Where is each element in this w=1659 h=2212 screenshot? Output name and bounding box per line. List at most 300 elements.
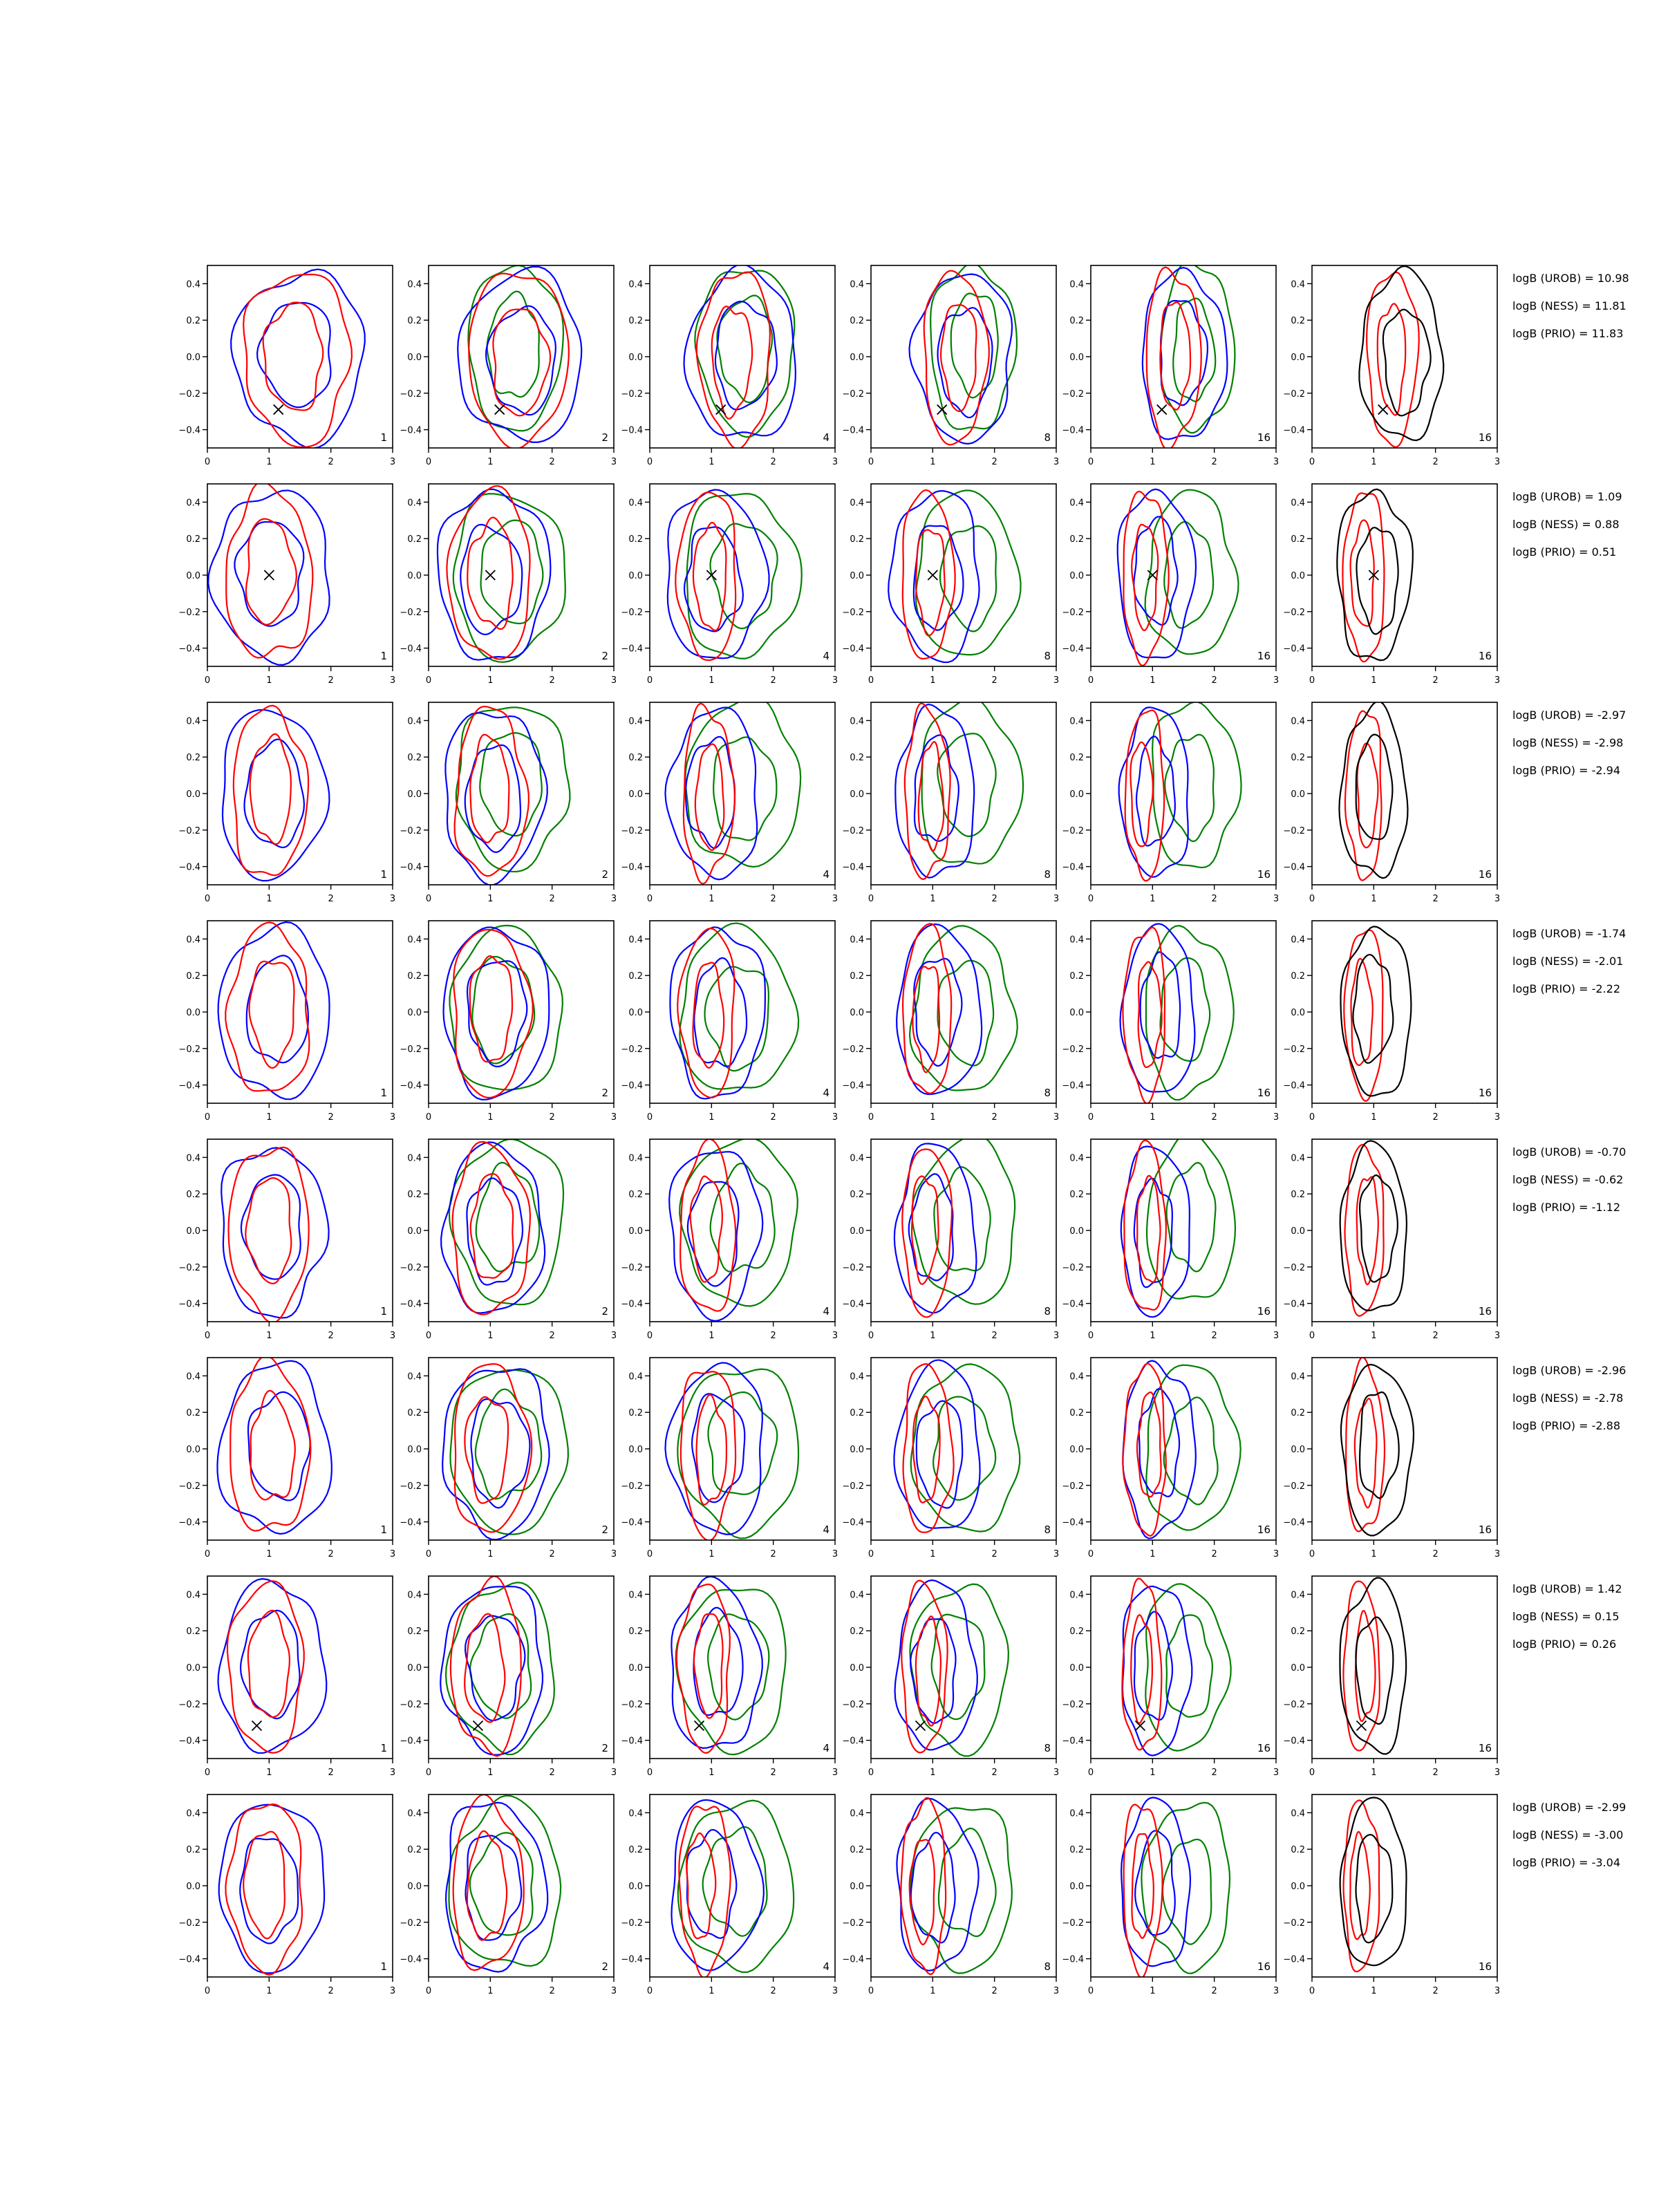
x-tick-label: 1 (266, 675, 272, 686)
panel-r5-c2 (400, 1139, 617, 1341)
green-outer-contour (1145, 490, 1239, 655)
y-tick-label: 0.2 (1291, 534, 1305, 545)
x-tick-label: 2 (1211, 1331, 1217, 1341)
contour-group (1340, 1577, 1406, 1754)
x-tick-label: 1 (1150, 457, 1156, 467)
panel-r2-c3 (621, 484, 838, 686)
green-inner-contour (933, 1397, 995, 1500)
panel-r1-c1 (178, 265, 395, 467)
x-tick-label: 2 (328, 675, 334, 686)
x-tick-label: 3 (832, 1986, 838, 1996)
y-tick-label: −0.4 (400, 1517, 422, 1528)
y-tick-label: 0.2 (850, 534, 864, 545)
panel-r8-c1 (178, 1794, 395, 1996)
y-tick-label: −0.2 (842, 1699, 864, 1710)
y-tick-label: −0.4 (1283, 1299, 1305, 1310)
contour-group (440, 1576, 554, 1756)
x-tick-label: 0 (425, 894, 432, 904)
x-tick-label: 0 (204, 1549, 211, 1559)
y-tick-label: 0.0 (850, 1445, 864, 1455)
contour-group (909, 263, 1016, 445)
y-tick-label: 0.0 (850, 353, 864, 363)
x-tick-label: 0 (868, 1112, 874, 1123)
y-tick-label: −0.4 (842, 1299, 864, 1310)
contour-group (1119, 702, 1241, 881)
y-tick-label: 0.0 (407, 789, 422, 800)
contour-group (231, 270, 365, 449)
y-tick-label: −0.4 (621, 862, 643, 873)
y-tick-label: −0.2 (178, 1481, 200, 1492)
x-tick-label: 3 (832, 675, 838, 686)
panel-number-label: 16 (1257, 431, 1271, 444)
y-tick-label: −0.4 (842, 1517, 864, 1528)
x-tick-label: 2 (328, 1331, 334, 1341)
y-tick-label: 0.2 (407, 971, 422, 982)
x-tick-label: 2 (991, 1986, 997, 1996)
green-inner-contour (1166, 1615, 1212, 1716)
x-tick-label: 3 (610, 1768, 617, 1778)
y-tick-label: 0.2 (1069, 316, 1084, 327)
x-tick-label: 0 (1309, 1768, 1315, 1778)
blue-inner-contour (248, 1392, 310, 1501)
y-tick-label: 0.0 (186, 789, 200, 800)
blue-inner-contour (234, 522, 303, 626)
y-tick-label: 0.2 (407, 534, 422, 545)
y-tick-label: 0.0 (186, 571, 200, 581)
y-tick-label: −0.2 (842, 825, 864, 836)
green-inner-contour (710, 524, 777, 629)
y-tick-label: 0.0 (850, 789, 864, 800)
y-tick-label: −0.4 (400, 425, 422, 436)
x-tick-label: 0 (646, 1549, 653, 1559)
axes-frame (871, 1576, 1056, 1759)
contour-group (446, 1794, 561, 1972)
true-value-marker (252, 1721, 261, 1730)
y-tick-label: 0.2 (186, 316, 200, 327)
y-tick-label: −0.4 (1062, 644, 1084, 655)
y-tick-label: 0.0 (628, 789, 643, 800)
y-tick-label: 0.4 (407, 1371, 422, 1382)
x-tick-label: 1 (709, 1986, 715, 1996)
panel-r4-c1 (178, 921, 395, 1123)
panel-r6-c4 (842, 1358, 1059, 1559)
x-tick-label: 3 (1273, 1986, 1280, 1996)
panel-r5-c1 (178, 1139, 395, 1341)
panel-r1-c3 (621, 264, 838, 467)
x-tick-label: 1 (1371, 894, 1377, 904)
panel-r3-c4 (842, 698, 1059, 904)
contour-group (441, 1139, 563, 1315)
axes-frame (871, 1358, 1056, 1540)
panel-number-label: 16 (1478, 1960, 1492, 1973)
red-outer-contour (455, 1364, 532, 1532)
logb-annotation: logB (NESS) = -3.00 (1512, 1828, 1624, 1841)
y-tick-label: −0.2 (842, 1262, 864, 1273)
panel-r7-c6 (1283, 1576, 1500, 1778)
y-tick-label: −0.2 (842, 1481, 864, 1492)
contour-group (1340, 1141, 1407, 1315)
red-outer-contour (451, 1576, 521, 1756)
y-tick-label: 0.4 (407, 1590, 422, 1601)
panel-r6-c1 (178, 1356, 395, 1559)
y-tick-label: −0.4 (1062, 1080, 1084, 1091)
panel-number-label: 16 (1257, 1524, 1271, 1536)
x-tick-label: 0 (646, 1768, 653, 1778)
x-tick-label: 1 (487, 1112, 494, 1123)
x-tick-label: 0 (425, 1112, 432, 1123)
green-outer-contour (1141, 1803, 1230, 1974)
panel-r6-c3 (621, 1358, 838, 1559)
panel-number-label: 4 (823, 650, 830, 662)
x-tick-label: 0 (425, 1986, 432, 1996)
x-tick-label: 2 (770, 1112, 776, 1123)
panel-r3-c3 (621, 697, 838, 904)
y-tick-label: 0.2 (628, 971, 643, 982)
contour-group (668, 490, 802, 661)
x-tick-label: 3 (389, 1331, 396, 1341)
y-tick-label: 0.4 (1291, 1590, 1305, 1601)
y-tick-label: 0.4 (1291, 1808, 1305, 1819)
y-tick-label: 0.0 (1069, 1008, 1084, 1018)
x-tick-label: 2 (770, 1331, 776, 1341)
x-tick-label: 2 (328, 1549, 334, 1559)
y-tick-label: −0.4 (178, 1954, 200, 1965)
red-inner-contour (248, 1611, 290, 1717)
x-tick-label: 0 (646, 894, 653, 904)
red-outer-contour (1344, 1800, 1380, 1971)
green-inner-contour (1160, 958, 1210, 1061)
panel-r8-c3 (621, 1794, 838, 1996)
x-tick-label: 1 (1371, 1986, 1377, 1996)
y-tick-label: −0.4 (842, 1736, 864, 1747)
axes-frame (1312, 1358, 1497, 1540)
red-inner-contour (470, 735, 509, 843)
green-outer-contour (449, 1796, 561, 1966)
y-tick-label: −0.2 (1062, 607, 1084, 618)
contour-group (444, 926, 563, 1100)
green-outer-contour (910, 1808, 1012, 1974)
x-tick-label: 2 (549, 1986, 555, 1996)
x-tick-label: 3 (1053, 1331, 1060, 1341)
x-tick-label: 1 (1371, 675, 1377, 686)
panel-number-label: 4 (823, 868, 830, 881)
y-tick-label: 0.0 (186, 1008, 200, 1018)
x-tick-label: 2 (1211, 1986, 1217, 1996)
x-tick-label: 1 (266, 1768, 272, 1778)
x-tick-label: 2 (1432, 1549, 1438, 1559)
blue-outer-contour (684, 264, 795, 435)
red-outer-contour (1124, 1805, 1163, 1978)
x-tick-label: 0 (1309, 1549, 1315, 1559)
x-tick-label: 0 (646, 675, 653, 686)
y-tick-label: 0.2 (186, 971, 200, 982)
y-tick-label: 0.4 (186, 279, 200, 290)
panel-r4-c4 (842, 921, 1059, 1123)
y-tick-label: −0.2 (1283, 1699, 1305, 1710)
x-tick-label: 0 (1087, 457, 1094, 467)
blue-outer-contour (218, 1579, 327, 1753)
y-tick-label: −0.4 (178, 862, 200, 873)
y-tick-label: −0.4 (1062, 1299, 1084, 1310)
x-tick-label: 3 (610, 1986, 617, 1996)
x-tick-label: 1 (709, 457, 715, 467)
panel-number-label: 1 (380, 1305, 387, 1318)
y-tick-label: −0.2 (178, 1918, 200, 1929)
blue-inner-contour (465, 1615, 525, 1721)
contour-group (1340, 1797, 1407, 1971)
panel-number-label: 2 (601, 1305, 608, 1318)
y-tick-label: −0.4 (842, 1080, 864, 1091)
y-tick-label: −0.4 (621, 1736, 643, 1747)
panel-r2-c1 (178, 482, 395, 686)
y-tick-label: 0.2 (628, 753, 643, 764)
y-tick-label: 0.2 (1069, 753, 1084, 764)
x-tick-label: 2 (549, 1768, 555, 1778)
x-tick-label: 3 (1494, 1331, 1501, 1341)
x-tick-label: 3 (1053, 1549, 1060, 1559)
y-tick-label: −0.2 (1062, 1481, 1084, 1492)
contour-group (670, 924, 798, 1099)
x-tick-label: 1 (930, 1768, 936, 1778)
y-tick-label: 0.0 (186, 1445, 200, 1455)
true-value-marker (915, 1721, 925, 1730)
contour-group (1359, 266, 1443, 447)
contour-group (1121, 1132, 1235, 1317)
green-outer-contour (453, 494, 565, 662)
x-tick-label: 0 (204, 1768, 211, 1778)
y-tick-label: 0.2 (850, 1408, 864, 1419)
contour-group (218, 1579, 327, 1753)
y-tick-label: 0.0 (628, 571, 643, 581)
panel-r8-c4 (842, 1794, 1059, 1996)
y-tick-label: 0.2 (628, 1408, 643, 1419)
y-tick-label: 0.0 (1069, 789, 1084, 800)
true-value-marker (485, 570, 495, 580)
x-tick-label: 1 (930, 1331, 936, 1341)
x-tick-label: 3 (1273, 1112, 1280, 1123)
green-outer-contour (679, 924, 798, 1089)
y-tick-label: 0.2 (628, 534, 643, 545)
x-tick-label: 0 (425, 675, 432, 686)
x-tick-label: 0 (1087, 1549, 1094, 1559)
y-tick-label: 0.4 (628, 1371, 643, 1382)
logb-annotation: logB (UROB) = -2.96 (1512, 1364, 1627, 1377)
x-tick-label: 0 (425, 1549, 432, 1559)
x-tick-label: 1 (266, 894, 272, 904)
x-tick-label: 2 (549, 675, 555, 686)
y-tick-label: −0.2 (842, 1044, 864, 1055)
logb-annotation: logB (NESS) = -2.78 (1512, 1391, 1624, 1405)
y-tick-label: 0.4 (850, 716, 864, 727)
panel-r2-c5 (1062, 484, 1279, 686)
contour-group (219, 1804, 324, 1975)
y-tick-label: 0.0 (1291, 1882, 1305, 1892)
blue-inner-contour (241, 1174, 301, 1279)
green-inner-contour (1165, 735, 1214, 841)
blue-inner-contour (257, 303, 330, 407)
green-inner-contour (937, 961, 993, 1066)
panel-r4-c6 (1283, 921, 1500, 1123)
x-tick-label: 2 (770, 675, 776, 686)
green-inner-contour (711, 1163, 775, 1271)
panel-number-label: 16 (1257, 1960, 1271, 1973)
contour-group (221, 1147, 328, 1323)
contour-group (217, 1356, 331, 1534)
y-tick-label: −0.2 (178, 825, 200, 836)
y-tick-label: 0.2 (407, 316, 422, 327)
y-tick-label: 0.0 (628, 353, 643, 363)
x-tick-label: 0 (868, 675, 874, 686)
contour-group (894, 1134, 1015, 1317)
x-tick-label: 2 (770, 894, 776, 904)
axes-frame (207, 1358, 393, 1540)
x-tick-label: 2 (549, 894, 555, 904)
y-tick-label: 0.2 (407, 1190, 422, 1201)
logb-annotation: logB (UROB) = -2.97 (1512, 709, 1627, 722)
y-tick-label: 0.0 (1291, 789, 1305, 800)
contour-group (1339, 702, 1407, 881)
logb-annotation: logB (UROB) = -1.74 (1512, 927, 1627, 940)
y-tick-label: −0.4 (178, 1080, 200, 1091)
x-tick-label: 0 (1087, 1768, 1094, 1778)
y-tick-label: −0.2 (621, 388, 643, 400)
y-tick-label: −0.2 (842, 1918, 864, 1929)
y-tick-label: 0.4 (1069, 1371, 1084, 1382)
x-tick-label: 2 (1211, 675, 1217, 686)
x-tick-label: 3 (1494, 1549, 1501, 1559)
red-outer-contour (226, 482, 312, 658)
y-tick-label: −0.4 (842, 862, 864, 873)
panel-number-label: 4 (823, 1742, 830, 1754)
panel-number-label: 16 (1257, 1305, 1271, 1318)
panel-number-label: 1 (380, 1742, 387, 1754)
y-tick-label: 0.4 (1069, 1153, 1084, 1164)
panel-number-label: 8 (1044, 1305, 1051, 1318)
y-tick-label: −0.4 (400, 862, 422, 873)
x-tick-label: 2 (328, 457, 334, 467)
contour-group (458, 265, 581, 449)
y-tick-label: −0.4 (842, 425, 864, 436)
x-tick-label: 3 (1273, 1331, 1280, 1341)
black-inner-contour (1356, 527, 1398, 634)
y-tick-label: 0.2 (850, 971, 864, 982)
y-tick-label: 0.2 (1069, 1408, 1084, 1419)
panel-r2-c6 (1283, 484, 1500, 686)
x-tick-label: 1 (1150, 1331, 1156, 1341)
axes-frame (1312, 484, 1497, 666)
contour-group (665, 1362, 798, 1540)
x-tick-label: 1 (1150, 1768, 1156, 1778)
y-tick-label: −0.2 (1062, 1044, 1084, 1055)
y-tick-label: −0.4 (621, 1954, 643, 1965)
y-tick-label: −0.2 (1283, 388, 1305, 400)
y-tick-label: 0.4 (628, 716, 643, 727)
panel-number-label: 16 (1257, 1742, 1271, 1754)
y-tick-label: −0.2 (178, 1699, 200, 1710)
red-inner-contour (470, 956, 512, 1062)
green-outer-contour (911, 1364, 1020, 1531)
y-tick-label: −0.2 (1062, 388, 1084, 400)
y-tick-label: 0.2 (1069, 1190, 1084, 1201)
y-tick-label: 0.2 (186, 534, 200, 545)
x-tick-label: 1 (1371, 457, 1377, 467)
x-tick-label: 0 (204, 1331, 211, 1341)
x-tick-label: 3 (610, 894, 617, 904)
blue-outer-contour (669, 1152, 762, 1321)
y-tick-label: 0.4 (186, 1590, 200, 1601)
logb-annotation: logB (PRIO) = -1.12 (1512, 1201, 1620, 1214)
y-tick-label: −0.2 (178, 607, 200, 618)
true-value-marker (1356, 1721, 1366, 1730)
contour-group (1118, 489, 1239, 666)
x-tick-label: 1 (1150, 675, 1156, 686)
contour-group (1122, 1578, 1230, 1755)
y-tick-label: −0.4 (621, 1517, 643, 1528)
panel-r3-c2 (400, 702, 617, 904)
y-tick-label: −0.4 (1283, 1517, 1305, 1528)
y-tick-label: 0.4 (850, 935, 864, 946)
x-tick-label: 3 (832, 457, 838, 467)
y-tick-label: −0.4 (178, 1517, 200, 1528)
y-tick-label: −0.4 (178, 1736, 200, 1747)
true-value-marker (274, 405, 283, 415)
true-value-marker (1157, 405, 1167, 415)
y-tick-label: 0.2 (628, 1845, 643, 1856)
y-tick-label: 0.0 (850, 1882, 864, 1892)
y-tick-label: −0.2 (621, 1699, 643, 1710)
x-tick-label: 1 (1150, 1986, 1156, 1996)
axes-frame (1091, 1576, 1276, 1759)
x-tick-label: 0 (1087, 1331, 1094, 1341)
x-tick-label: 2 (1432, 457, 1438, 467)
red-inner-contour (695, 744, 724, 850)
y-tick-label: −0.2 (621, 825, 643, 836)
x-tick-label: 1 (1371, 1331, 1377, 1341)
y-tick-label: 0.0 (407, 1445, 422, 1455)
panel-number-label: 16 (1478, 650, 1492, 662)
contour-group (1143, 263, 1235, 450)
y-tick-label: 0.4 (186, 1808, 200, 1819)
y-tick-label: 0.2 (186, 753, 200, 764)
panel-r5-c4 (842, 1134, 1059, 1341)
blue-inner-contour (1136, 736, 1175, 845)
x-tick-label: 3 (1494, 1112, 1501, 1123)
panel-number-label: 4 (823, 1305, 830, 1318)
y-tick-label: 0.0 (850, 571, 864, 581)
red-outer-contour (1342, 493, 1384, 662)
x-tick-label: 0 (868, 457, 874, 467)
y-tick-label: −0.2 (400, 388, 422, 400)
panel-r7-c5 (1062, 1576, 1279, 1778)
y-tick-label: −0.4 (1283, 1954, 1305, 1965)
x-tick-label: 3 (610, 675, 617, 686)
y-tick-label: 0.4 (628, 935, 643, 946)
x-tick-label: 0 (868, 1768, 874, 1778)
panel-number-label: 4 (823, 1524, 830, 1536)
x-tick-label: 1 (1150, 1112, 1156, 1123)
green-inner-contour (708, 1614, 769, 1720)
x-tick-label: 0 (204, 1986, 211, 1996)
x-tick-label: 2 (991, 894, 997, 904)
y-tick-label: 0.2 (850, 753, 864, 764)
x-tick-label: 3 (1494, 894, 1501, 904)
red-inner-contour (1355, 1398, 1377, 1508)
y-tick-label: −0.2 (400, 825, 422, 836)
y-tick-label: −0.2 (621, 1918, 643, 1929)
y-tick-label: −0.2 (400, 607, 422, 618)
y-tick-label: −0.4 (178, 644, 200, 655)
x-tick-label: 1 (709, 1112, 715, 1123)
